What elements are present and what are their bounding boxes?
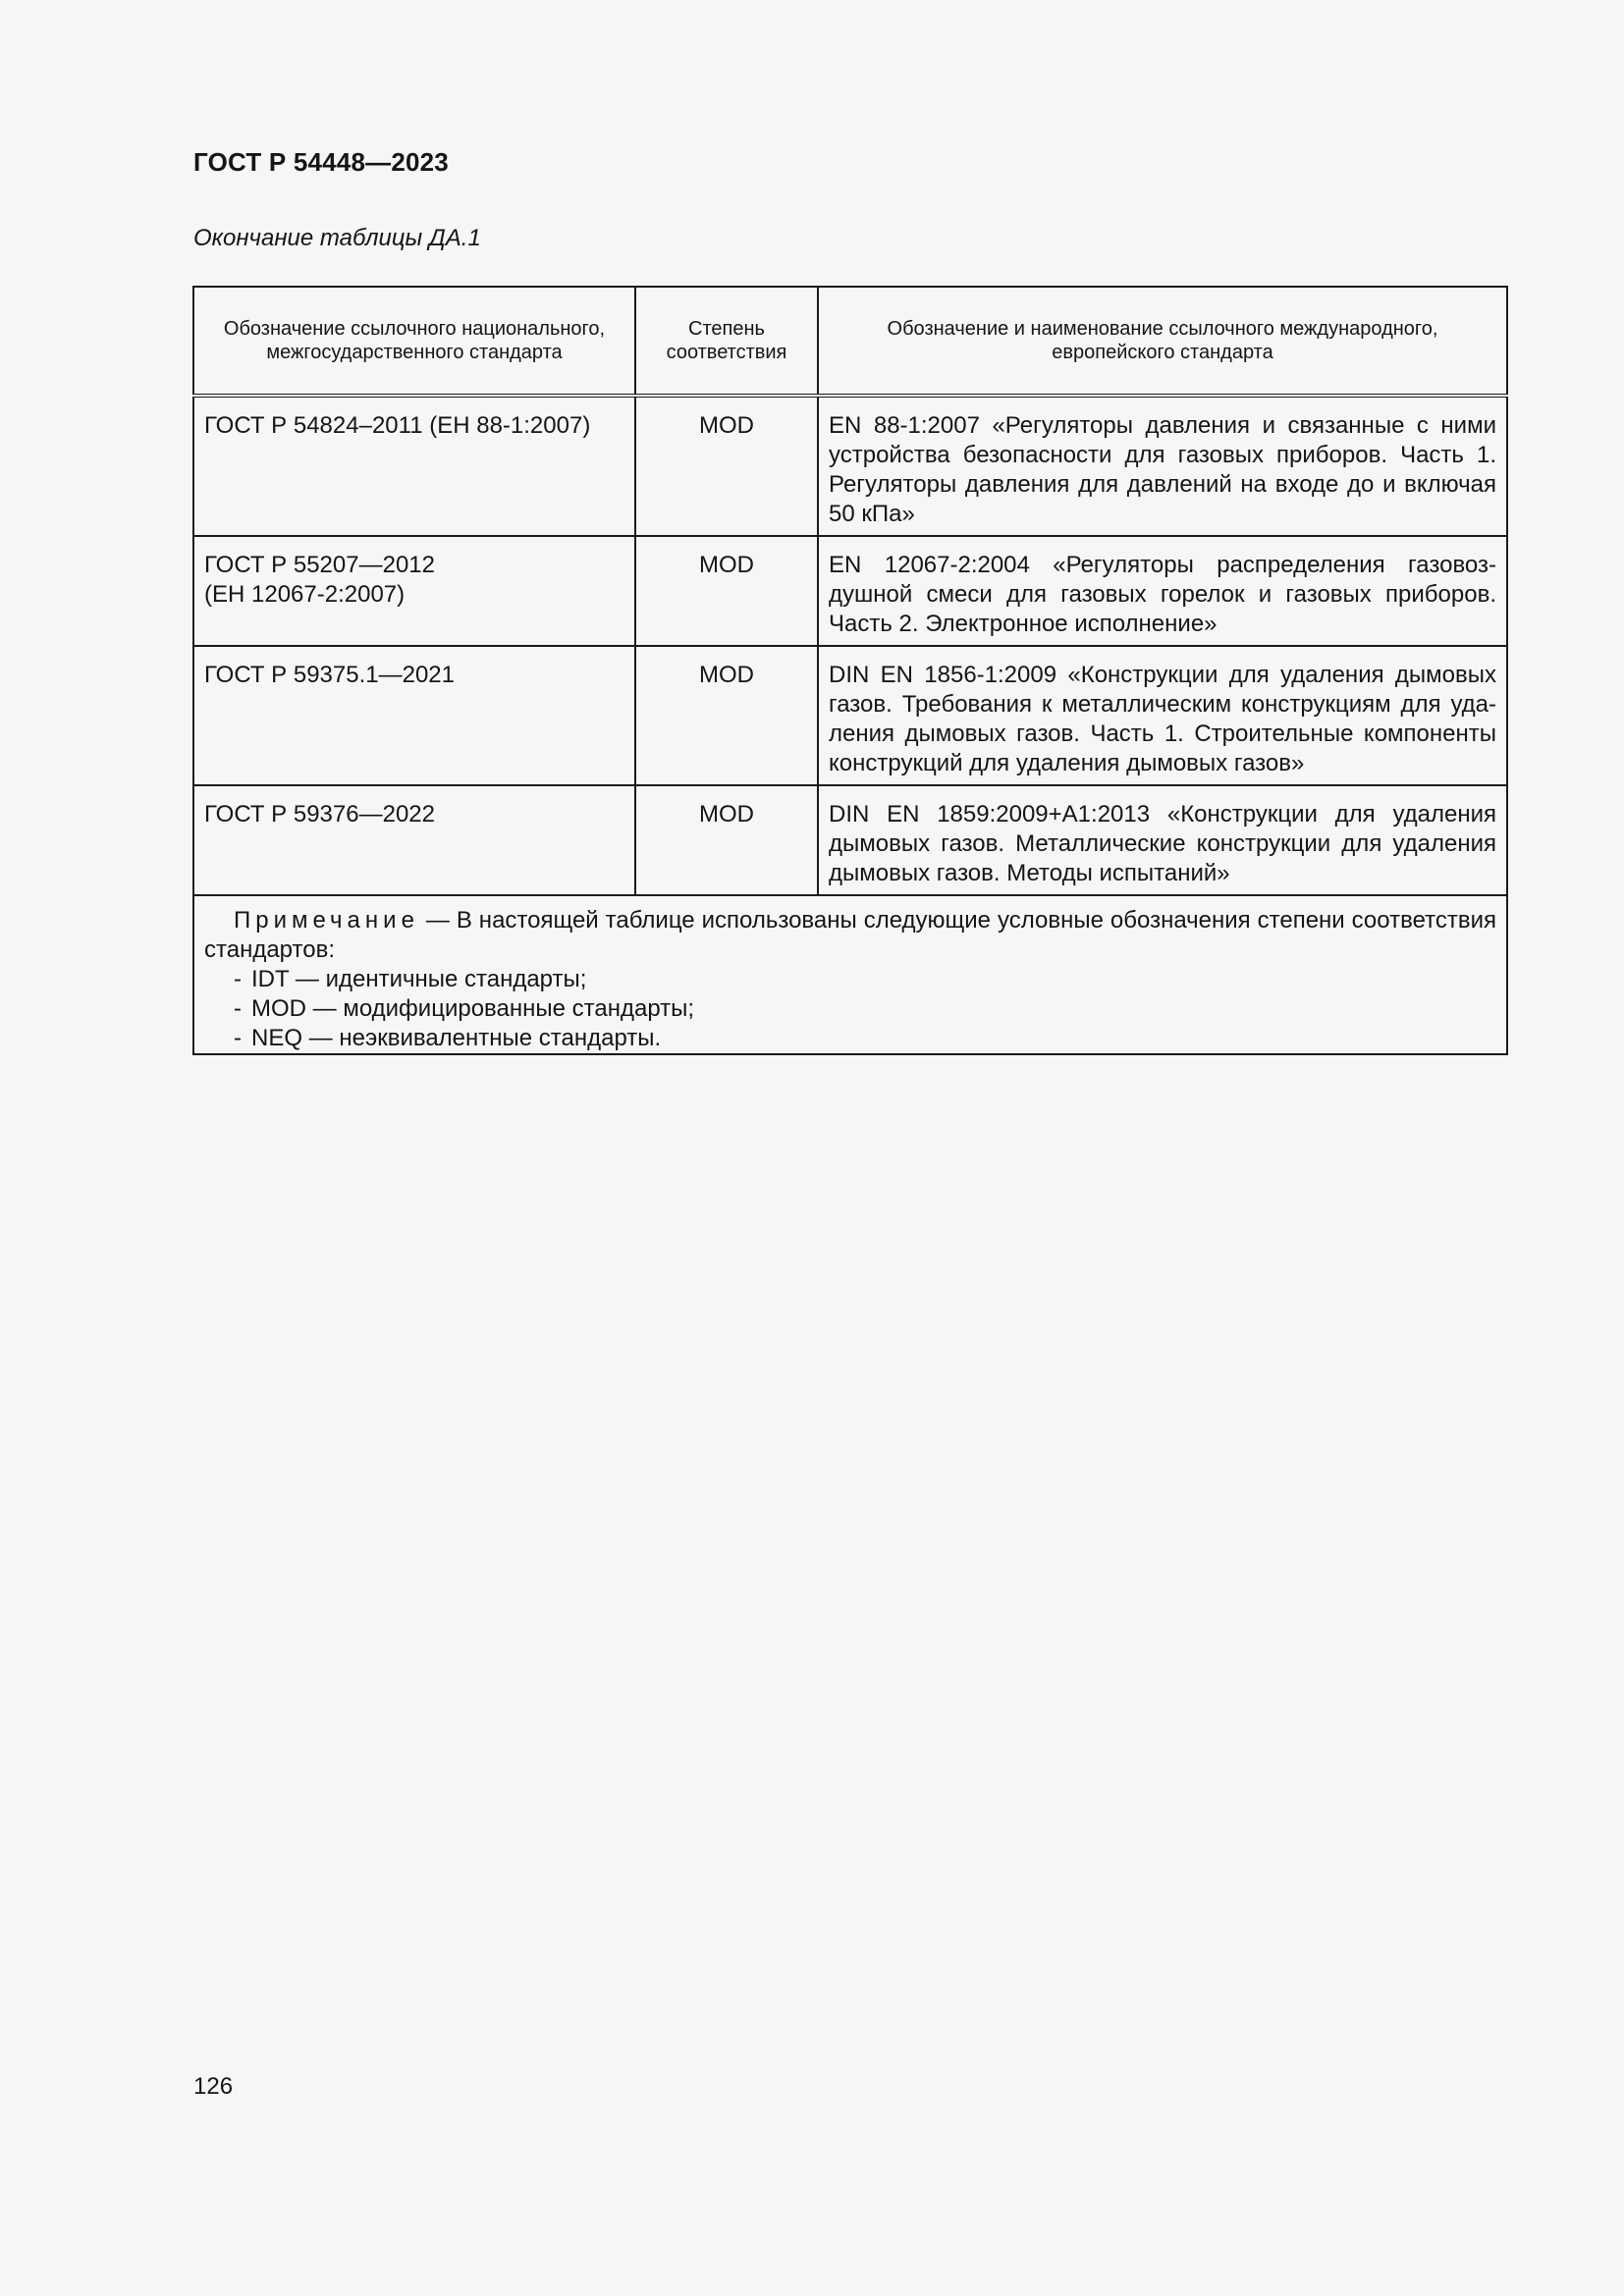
table-row bbox=[193, 785, 1507, 895]
national-standard-cell: ГОСТ Р 54824–2011 (ЕН 88-1:2007) bbox=[193, 396, 635, 536]
note-label: Примечание bbox=[234, 907, 419, 934]
international-standard-cell: EN 88-1:2007 «Регуляторы давления и связанные с ними устройства безопасности для газовых приборов. Часть 1. Регуляторы давления для давлений на входе до и включая 50 кПа» bbox=[818, 396, 1507, 536]
international-standard-cell: DIN EN 1856-1:2009 «Конструкции для удаления дымовых газов. Требования к металлическим конструкциям для удаления дымовых газов. Часть 1. Строительные компоненты конструкций для удаления дымовых газов» bbox=[818, 646, 1507, 785]
column-header-national: Обозначение ссылочного национального, межгосударственного стандарта bbox=[193, 287, 635, 396]
column-header-international: Обозначение и наименование ссылочного международного, европейского стандарта bbox=[818, 287, 1507, 396]
table-note bbox=[193, 895, 1507, 1054]
national-standard-cell bbox=[193, 536, 635, 646]
national-standard-cell: ГОСТ Р 59375.1—2021 bbox=[193, 646, 635, 785]
national-standard-line: (ЕН 12067-2:2007) bbox=[204, 581, 406, 608]
degree-cell: MOD bbox=[635, 396, 818, 536]
degree-cell: MOD bbox=[635, 646, 818, 785]
table-caption: Окончание таблицы ДА.1 bbox=[193, 225, 481, 251]
international-standard-cell: DIN EN 1859:2009+A1:2013 «Конструкции для удаления дымовых газов. Металлические конструкции для удаления дымовых газов. Методы испытаний» bbox=[818, 785, 1507, 895]
note-body: — В настоящей таблице использованы следующие условные обозначения степени соответствия стандартов: bbox=[204, 907, 1496, 963]
table-note-row bbox=[193, 895, 1507, 1054]
table-header-row bbox=[193, 287, 1507, 396]
table-row bbox=[193, 536, 1507, 646]
table-row bbox=[193, 396, 1507, 536]
note-list bbox=[204, 965, 1496, 1053]
note-list-item: - IDT — идентичные стандарты; bbox=[234, 965, 1496, 994]
column-header-degree: Степень соответствия bbox=[635, 287, 818, 396]
page-number: 126 bbox=[193, 2073, 234, 2100]
international-standard-cell: EN 12067-2:2004 «Регуляторы распределения газовоздушной смеси для газовых горелок и газовых приборов. Часть 2. Электронное исполнение» bbox=[818, 536, 1507, 646]
table-row bbox=[193, 646, 1507, 785]
degree-cell: MOD bbox=[635, 785, 818, 895]
reference-standards-table bbox=[192, 286, 1508, 1055]
national-standard-line: ГОСТ Р 55207—2012 bbox=[204, 552, 435, 578]
national-standard-cell: ГОСТ Р 59376—2022 bbox=[193, 785, 635, 895]
note-text bbox=[204, 906, 1496, 965]
note-list-item: - MOD — модифицированные стандарты; bbox=[234, 994, 1496, 1024]
note-list-item: - NEQ — неэквивалентные стандарты. bbox=[234, 1024, 1496, 1053]
document-code: ГОСТ Р 54448—2023 bbox=[193, 147, 449, 177]
degree-cell: MOD bbox=[635, 536, 818, 646]
